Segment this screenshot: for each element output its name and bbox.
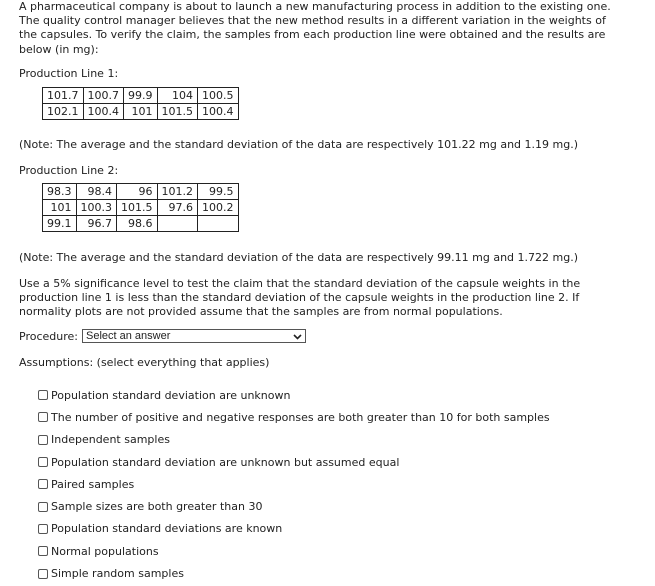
assumptions-title: Assumptions: (select everything that applies) — [19, 356, 270, 369]
assumption-checkbox[interactable] — [38, 457, 48, 467]
table-cell: 100.4 — [198, 104, 239, 120]
procedure-label: Procedure: — [19, 329, 78, 343]
table-cell: 102.1 — [43, 104, 84, 120]
question-text: Use a 5% significance level to test the claim that the standard deviation of the capsule weights in the production line 1 is less than the standard deviation of the capsule weights in the production line 2. If normality plots are not provided assume that the samples are from normal populations. — [19, 277, 581, 319]
assumption-label: Simple random samples — [51, 567, 184, 581]
table-cell: 101.2 — [157, 184, 198, 200]
table-cell — [198, 216, 239, 232]
assumption-label: The number of positive and negative responses are both greater than 10 for both samples — [51, 410, 550, 424]
table-cell: 100.4 — [83, 104, 124, 120]
assumption-label: Independent samples — [51, 433, 170, 447]
line1-label: Production Line 1: — [19, 67, 119, 80]
assumption-checkbox[interactable] — [38, 546, 48, 556]
assumption-checkbox[interactable] — [38, 435, 48, 445]
assumption-label: Normal populations — [51, 544, 159, 558]
assumption-label: Sample sizes are both greater than 30 — [51, 500, 263, 514]
table-cell: 100.3 — [76, 200, 117, 216]
table-cell: 101.5 — [157, 104, 198, 120]
table-cell: 96.7 — [76, 216, 117, 232]
assumption-option[interactable] — [38, 473, 550, 495]
table-cell: 99.1 — [43, 216, 77, 232]
assumption-option[interactable] — [38, 518, 550, 540]
line2-table — [42, 183, 239, 232]
assumption-checkbox[interactable] — [38, 502, 48, 512]
line1-table — [42, 87, 239, 120]
assumptions-list — [38, 384, 550, 585]
assumption-checkbox[interactable] — [38, 390, 48, 400]
assumption-option[interactable] — [38, 562, 550, 584]
table-cell: 96 — [117, 184, 158, 200]
assumption-label: Paired samples — [51, 477, 135, 491]
table-cell: 101.5 — [117, 200, 158, 216]
table-cell — [157, 216, 198, 232]
table-cell: 100.7 — [83, 88, 124, 104]
problem-intro: A pharmaceutical company is about to launch a new manufacturing process in addition to the existing one. The quality control manager believes that the new method results in a different variation in the weights of the capsules. To verify the claim, the samples from each production line were obtained and the results are below (in mg): — [19, 0, 611, 56]
procedure-select[interactable] — [82, 329, 306, 343]
line2-note: (Note: The average and the standard deviation of the data are respectively 99.11 mg and 1.722 mg.) — [19, 251, 579, 264]
table-row — [43, 216, 239, 232]
procedure-select-value: Select an answer — [85, 330, 171, 342]
assumption-option[interactable] — [38, 429, 550, 451]
table-row — [43, 184, 239, 200]
assumption-checkbox[interactable] — [38, 524, 48, 534]
assumption-option[interactable] — [38, 540, 550, 562]
table-cell: 100.5 — [198, 88, 239, 104]
assumption-checkbox[interactable] — [38, 412, 48, 422]
assumption-checkbox[interactable] — [38, 569, 48, 579]
assumption-option[interactable] — [38, 384, 550, 406]
table-cell: 99.9 — [124, 88, 158, 104]
table-cell: 101 — [43, 200, 77, 216]
table-cell: 99.5 — [198, 184, 239, 200]
table-cell: 101.7 — [43, 88, 84, 104]
table-cell: 98.4 — [76, 184, 117, 200]
assumption-label: Population standard deviations are known — [51, 522, 283, 536]
table-cell: 104 — [157, 88, 198, 104]
assumption-checkbox[interactable] — [38, 479, 48, 489]
assumption-label: Population standard deviation are unknown but assumed equal — [51, 455, 400, 469]
assumption-label: Population standard deviation are unknown — [51, 388, 291, 402]
line1-note: (Note: The average and the standard deviation of the data are respectively 101.22 mg and 1.19 mg.) — [19, 138, 579, 151]
procedure-row — [19, 329, 306, 343]
chevron-down-icon — [293, 332, 302, 341]
table-cell: 97.6 — [157, 200, 198, 216]
table-cell: 98.3 — [43, 184, 77, 200]
assumption-option[interactable] — [38, 451, 550, 473]
table-row — [43, 88, 239, 104]
assumption-option[interactable] — [38, 495, 550, 517]
line2-label: Production Line 2: — [19, 164, 119, 177]
table-row — [43, 200, 239, 216]
assumption-option[interactable] — [38, 406, 550, 428]
table-cell: 98.6 — [117, 216, 158, 232]
table-cell: 100.2 — [198, 200, 239, 216]
table-row — [43, 104, 239, 120]
table-cell: 101 — [124, 104, 158, 120]
